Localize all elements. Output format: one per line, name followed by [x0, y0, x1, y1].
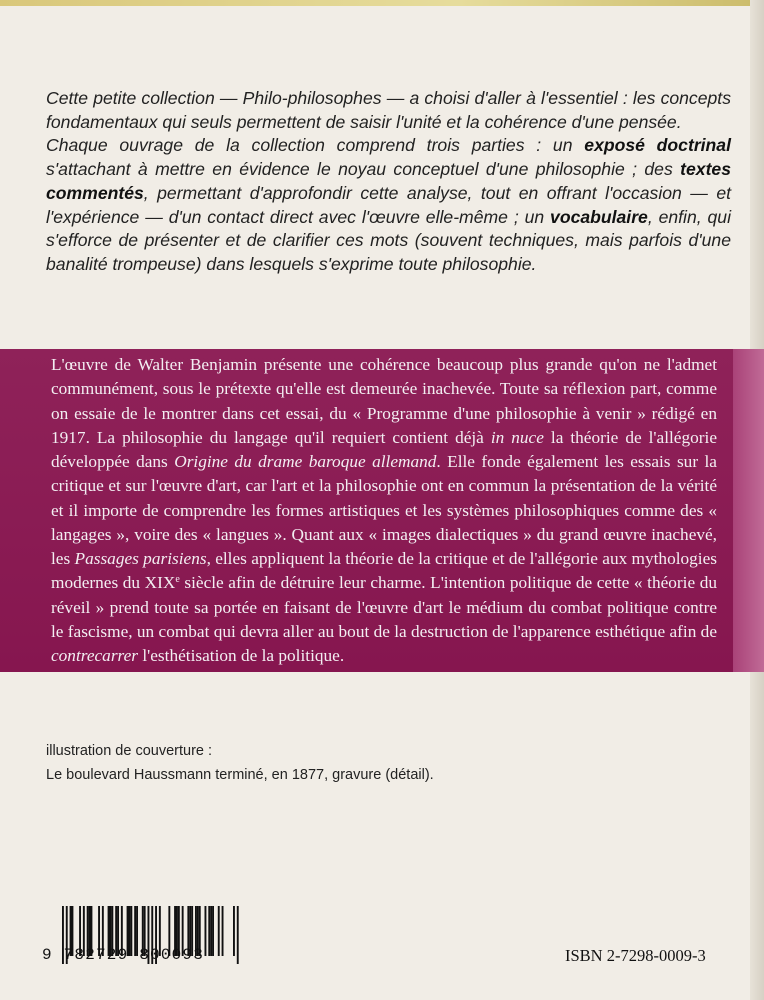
collection-intro [46, 87, 731, 277]
intro-paragraph-1: Cette petite collection — Philo-philosophes — a choisi d'aller à l'essentiel : les concepts fondamentaux qui seuls permettent de saisir l'unité et la cohérence d'une pensée. [46, 88, 731, 132]
title-origine-du-drame: Origine du drame baroque allemand [174, 452, 437, 471]
title-passages-parisiens: Passages parisiens [74, 549, 207, 568]
term-expose-doctrinal: exposé doctrinal [584, 135, 731, 156]
credit-text: Le boulevard Haussmann terminé, en 1877, gravure (détail). [46, 767, 434, 783]
top-edge-strip [0, 0, 764, 6]
credit-label: illustration de couverture : [46, 743, 213, 759]
barcode-digits: 9 782729 800093 [42, 946, 205, 964]
intro-paragraph-2: Chaque ouvrage de la collection comprend trois parties : un exposé doctrinal s'attachant à mettre en évidence le noyau conceptuel d'une philosophie ; des textes commentés, permettant d'approfondir cette analyse, tout en offrant l'occasion — et l'expérience — d'un contact direct avec l'œuvre elle-même ; un vocabulaire, enfin, qui s'efforce de présenter et de clarifier ces mots (souvent techniques, mais parfois d'une banalité trompeuse) dans lesquels s'exprime toute philosophie. [46, 135, 731, 274]
term-vocabulaire: vocabulaire [550, 206, 648, 227]
book-summary: L'œuvre de Walter Benjamin présente une cohérence beaucoup plus grande qu'on ne l'admet communément, sous le prétexte qu'elle est demeurée inachevée. Toute sa réflexion part, comme on essaie de le montrer dans cet essai, du « Programme d'une philosophie à venir » rédigé en 1917. La philosophie du langage qu'il requiert contient déjà in nuce la théorie de l'allégorie développée dans Origine du drame baroque allemand. Elle fonde également les essais sur la critique et sur l'œuvre d'art, car l'art et la philosophie ont en commun la présentation de la vérité et il importe de comprendre les formes artistiques et les systèmes philosophiques comme des « langages », voire des « langues ». Quant aux « images dialectiques » du grand œuvre inachevé, les Passages parisiens, elles appliquent la théorie de la critique et de l'allégorie aux mythologies modernes du XIXe siècle afin de détruire leur charme. L'intention politique de cette « théorie du réveil » prend toute sa portée en faisant de l'œuvre d'art le médium du combat politique contre le fascisme, un combat qui devra aller au bout de la destruction de l'apparence esthétique afin de contrecarrer l'esthétisation de la politique. [51, 355, 717, 665]
cover-credit [46, 739, 434, 787]
isbn-label: ISBN 2-7298-0009-3 [565, 946, 706, 965]
band-edge [733, 349, 764, 672]
term-textes-commentes: textes commentés [46, 159, 731, 203]
